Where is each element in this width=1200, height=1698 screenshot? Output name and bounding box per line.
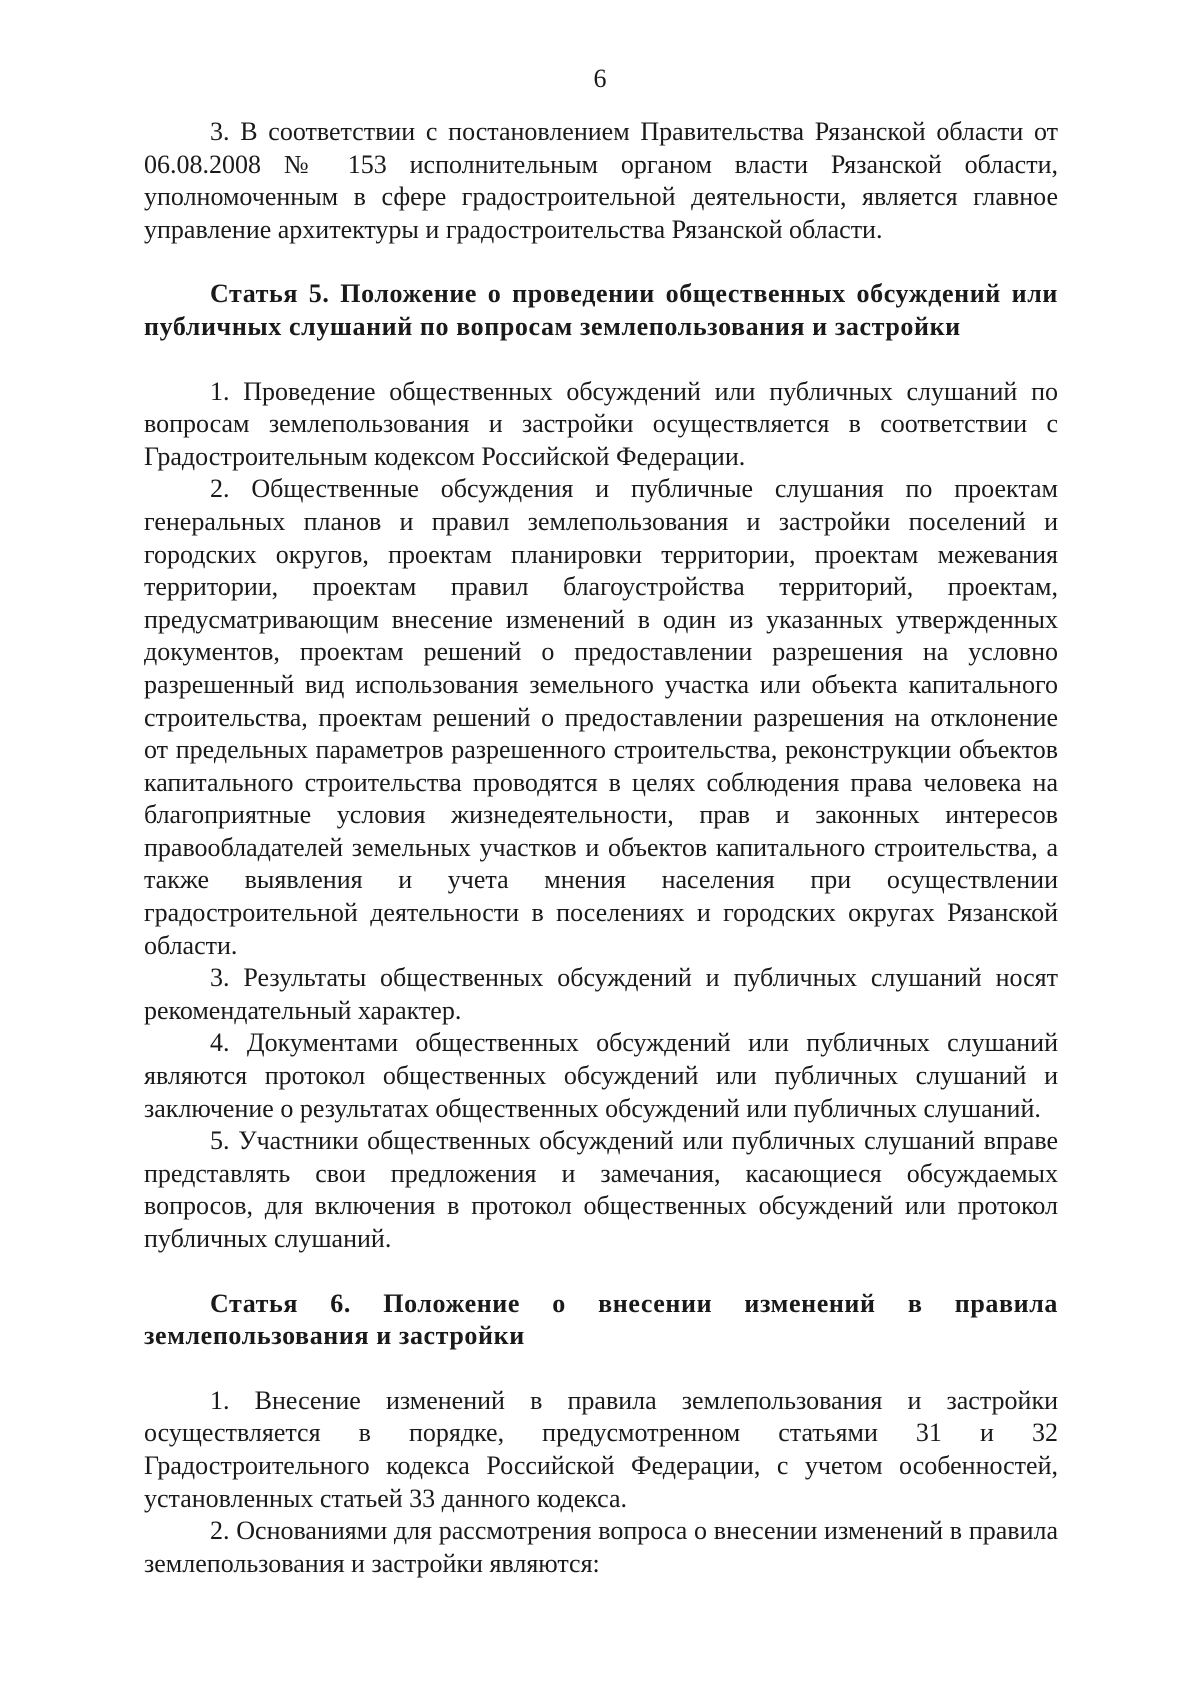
article-5-paragraph-4: 4. Документами общественных обсуждений или публичных слушаний являются протокол общественных обсуждений или публичных слушаний и заключение о результатах общественных обсуждений или публичных слушаний.	[144, 1028, 1058, 1123]
document-body	[144, 116, 1058, 1580]
article-5-paragraph-2: 2. Общественные обсуждения и публичные слушания по проектам генеральных планов и правил землепользования и застройки поселений и городских округов, проектам планировки территории, проектам межевания территории, проектам правил благоустройства территорий, проектам, предусматривающим внесение изменений в один из указанных утвержденных документов, проектам решений о предоставлении разрешения на условно разрешенный вид использования земельного участка или объекта капитального строительства, проектам решений о предоставлении разрешения на отклонение от предельных параметров разрешенного строительства, реконструкции объектов капитального строительства проводятся в целях соблюдения права человека на благоприятные условия жизнедеятельности, прав и законных интересов правообладателей земельных участков и объектов капитального строительства, а также выявления и учета мнения населения при осуществлении градостроительной деятельности в поселениях и городских округах Рязанской области.	[144, 474, 1058, 960]
article-6-paragraph-2: 2. Основаниями для рассмотрения вопроса о внесении изменений в правила землепользования и застройки являются:	[144, 1516, 1058, 1578]
article-6-paragraph-1: 1. Внесение изменений в правила землепользования и застройки осуществляется в порядке, предусмотренном статьями 31 и 32 Градостроительного кодекса Российской Федерации, с учетом особенностей, установленных статьей 33 данного кодекса.	[144, 1385, 1058, 1513]
intro-paragraph: 3. В соответствии с постановлением Правительства Рязанской области от 06.08.2008 № 153 исполнительным органом власти Рязанской области, уполномоченным в сфере градостроительной деятельности, является главное управление архитектуры и градостроительства Рязанской области.	[144, 117, 1058, 244]
article-5-paragraph-3: 3. Результаты общественных обсуждений и публичных слушаний носят рекомендательный характер.	[144, 963, 1058, 1025]
article-5-body	[144, 376, 1058, 1256]
article-6-body	[144, 1385, 1058, 1581]
article-5-heading: Статья 5. Положение о проведении общественных обсуждений или публичных слушаний по вопросам землепользования и застройки	[144, 279, 1058, 341]
page-number: 6	[593, 64, 607, 93]
article-6-heading: Статья 6. Положение о внесении изменений в правила землепользования и застройки	[144, 1288, 1058, 1351]
article-5-paragraph-1: 1. Проведение общественных обсуждений или публичных слушаний по вопросам землепользования и застройки осуществляется в соответствии с Градостроительным кодексом Российской Федерации.	[144, 376, 1058, 471]
article-5-paragraph-5: 5. Участники общественных обсуждений или публичных слушаний вправе представлять свои предложения и замечания, касающиеся обсуждаемых вопросов, для включения в протокол общественных обсуждений или протокол публичных слушаний.	[144, 1126, 1058, 1253]
